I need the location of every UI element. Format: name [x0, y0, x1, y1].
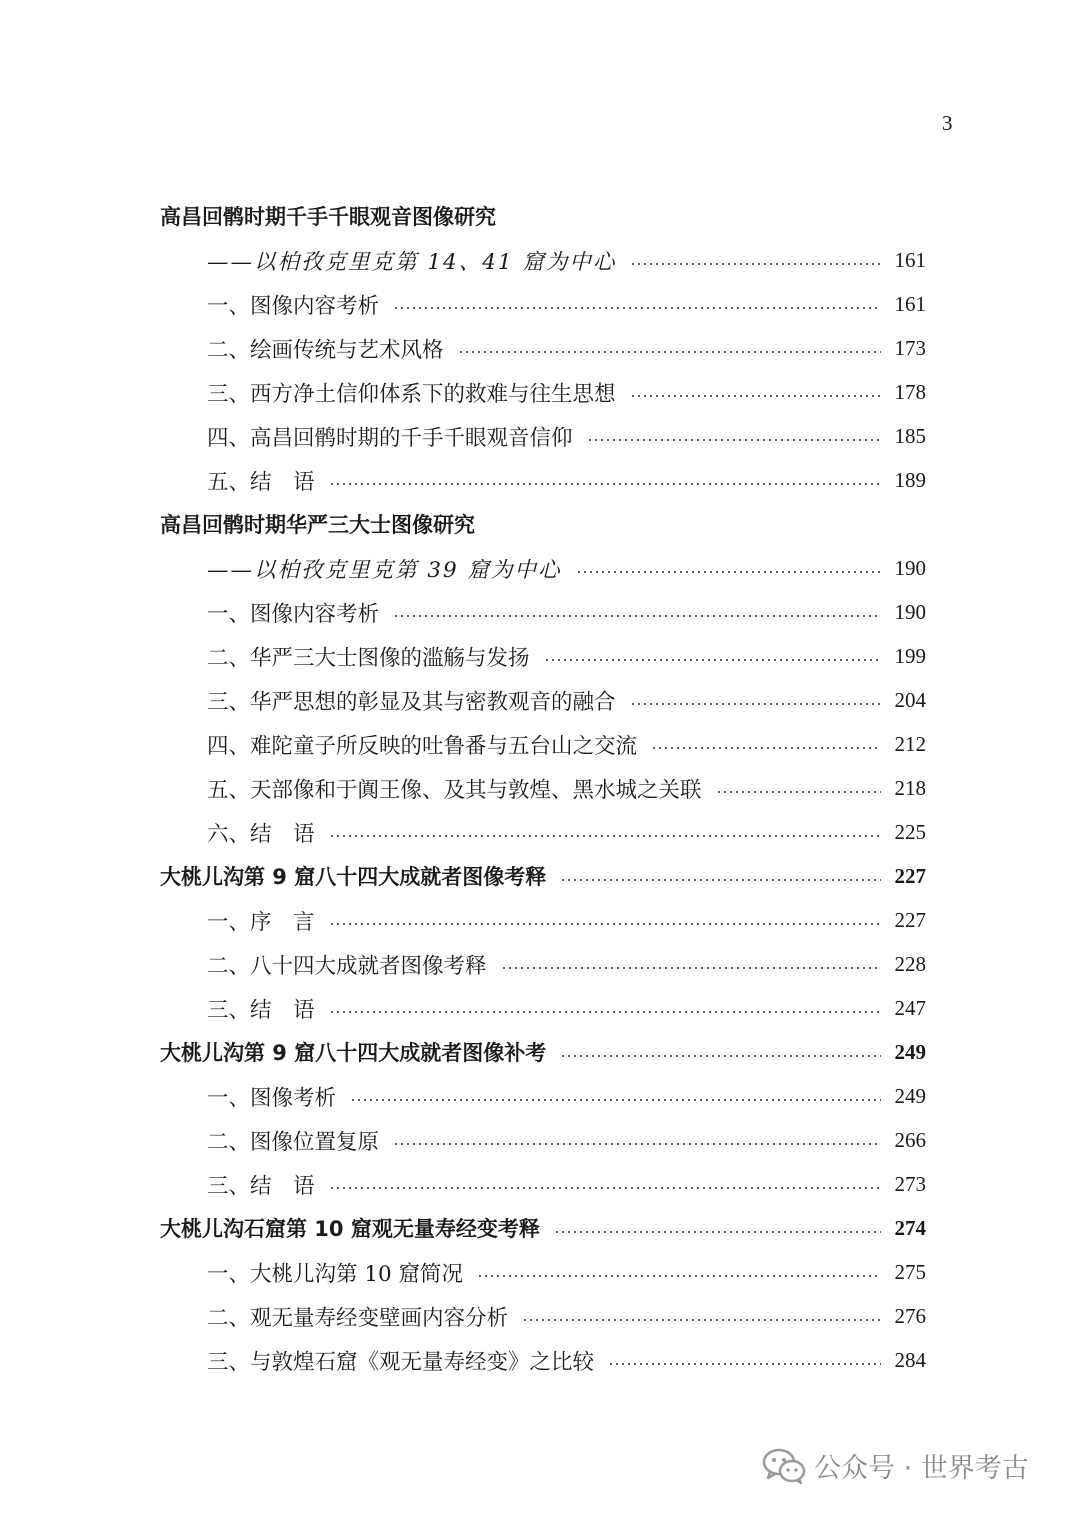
toc-entry-title: 大桃儿沟第 9 窟八十四大成就者图像补考 [160, 1041, 547, 1065]
dot-leader [329, 923, 881, 925]
toc-entry-title: 二、八十四大成就者图像考释 [207, 953, 487, 979]
toc-section [160, 634, 926, 678]
toc-entry-page: 161 [894, 291, 926, 316]
dot-leader [501, 967, 881, 969]
toc-entry-page: 249 [894, 1039, 926, 1064]
toc-entry-page: 227 [894, 863, 926, 888]
toc-entry-title: 六、结 语 [207, 821, 315, 847]
watermark-text: 公众号 · 世界考古 [814, 1453, 1029, 1484]
toc-entry-page: 189 [894, 467, 926, 492]
toc-entry-page: 274 [894, 1215, 926, 1240]
toc-section [160, 414, 926, 458]
toc-entry-title: 一、大桃儿沟第 10 窟简况 [207, 1261, 464, 1287]
dot-leader [477, 1275, 880, 1277]
toc-entry-page: 266 [894, 1127, 926, 1152]
dot-leader [329, 1011, 881, 1013]
toc-chapter [160, 502, 926, 546]
toc-entry-title: 四、高昌回鹘时期的千手千眼观音信仰 [207, 425, 573, 451]
dot-leader [630, 395, 881, 397]
dot-leader [608, 1363, 880, 1365]
dot-leader [630, 263, 880, 265]
dot-leader [554, 1231, 881, 1233]
toc-section [160, 1162, 926, 1206]
toc-entry-title: 高昌回鹘时期千手千眼观音图像研究 [160, 205, 496, 229]
toc-entry-title: 二、图像位置复原 [207, 1129, 380, 1155]
toc-entry-title: 三、西方净土信仰体系下的救难与往生思想 [207, 381, 616, 407]
toc-section [160, 326, 926, 370]
toc-chapter [160, 194, 926, 238]
wechat-icon [762, 1448, 806, 1484]
toc-section [160, 1074, 926, 1118]
toc-subtitle [160, 238, 926, 282]
toc-entry-page: 227 [894, 907, 926, 932]
toc-section [160, 282, 926, 326]
dot-leader [522, 1319, 880, 1321]
toc-entry-page: 178 [894, 379, 926, 404]
watermark [762, 1446, 1029, 1485]
toc-entry-title: 三、华严思想的彰显及其与密教观音的融合 [207, 689, 616, 715]
toc-entry-title: 大桃儿沟石窟第 10 窟观无量寿经变考释 [160, 1217, 540, 1241]
dot-leader [393, 615, 880, 617]
toc-entry-title: 二、绘画传统与艺术风格 [207, 337, 444, 363]
toc-entry-title: ——以柏孜克里克第 14、41 窟为中心 [207, 249, 617, 275]
toc-entry-title: 三、结 语 [207, 997, 315, 1023]
toc-entry-page: 276 [894, 1303, 926, 1328]
toc-entry-page: 218 [894, 775, 926, 800]
toc-section [160, 898, 926, 942]
toc-entry-page: 204 [894, 687, 926, 712]
dot-leader [560, 879, 880, 881]
dot-leader [329, 835, 881, 837]
toc-section [160, 590, 926, 634]
dot-leader [393, 307, 880, 309]
toc-section [160, 766, 926, 810]
toc-chapter [160, 854, 926, 898]
page-number: 3 [942, 111, 953, 135]
dot-leader [350, 1099, 880, 1101]
toc-entry-page: 249 [894, 1083, 926, 1108]
toc-entry-title: 一、图像内容考析 [207, 601, 380, 627]
toc-entry-title: 五、结 语 [207, 469, 315, 495]
toc-entry-title: 二、观无量寿经变壁画内容分析 [207, 1305, 509, 1331]
table-of-contents [160, 194, 926, 1382]
toc-section [160, 678, 926, 722]
toc-entry-title: 大桃儿沟第 9 窟八十四大成就者图像考释 [160, 865, 547, 889]
toc-subtitle [160, 546, 926, 590]
toc-section [160, 722, 926, 766]
toc-entry-title: ——以柏孜克里克第 39 窟为中心 [207, 557, 562, 583]
toc-entry-title: 三、结 语 [207, 1173, 315, 1199]
toc-chapter [160, 1030, 926, 1074]
toc-section [160, 370, 926, 414]
toc-section [160, 1118, 926, 1162]
toc-entry-page: 190 [894, 555, 926, 580]
toc-entry-page: 199 [894, 643, 926, 668]
toc-entry-title: 四、难陀童子所反映的吐鲁番与五台山之交流 [207, 733, 638, 759]
toc-chapter [160, 1206, 926, 1250]
dot-leader [393, 1143, 880, 1145]
toc-entry-title: 一、图像内容考析 [207, 293, 380, 319]
toc-entry-page: 247 [894, 995, 926, 1020]
toc-section [160, 1250, 926, 1294]
toc-entry-page: 161 [894, 247, 926, 272]
dot-leader [587, 439, 881, 441]
toc-section [160, 986, 926, 1030]
dot-leader [560, 1055, 880, 1057]
toc-section [160, 810, 926, 854]
dot-leader [716, 791, 881, 793]
toc-entry-page: 225 [894, 819, 926, 844]
toc-section [160, 458, 926, 502]
toc-entry-page: 228 [894, 951, 926, 976]
toc-entry-page: 275 [894, 1259, 926, 1284]
toc-entry-title: 三、与敦煌石窟《观无量寿经变》之比较 [207, 1349, 595, 1375]
toc-section [160, 1338, 926, 1382]
toc-entry-page: 173 [894, 335, 926, 360]
toc-section [160, 942, 926, 986]
dot-leader [329, 1187, 881, 1189]
toc-section [160, 1294, 926, 1338]
dot-leader [651, 747, 880, 749]
dot-leader [544, 659, 881, 661]
toc-entry-title: 二、华严三大士图像的滥觞与发扬 [207, 645, 530, 671]
toc-entry-page: 284 [894, 1347, 926, 1372]
dot-leader [458, 351, 881, 353]
toc-entry-page: 190 [894, 599, 926, 624]
dot-leader [329, 483, 881, 485]
toc-entry-page: 212 [894, 731, 926, 756]
dot-leader [576, 571, 881, 573]
dot-leader [630, 703, 881, 705]
toc-entry-page: 273 [894, 1171, 926, 1196]
toc-entry-title: 高昌回鹘时期华严三大士图像研究 [160, 513, 475, 537]
toc-entry-title: 五、天部像和于阗王像、及其与敦煌、黑水城之关联 [207, 777, 702, 803]
toc-entry-page: 185 [894, 423, 926, 448]
toc-entry-title: 一、序 言 [207, 909, 315, 935]
toc-entry-title: 一、图像考析 [207, 1085, 337, 1111]
